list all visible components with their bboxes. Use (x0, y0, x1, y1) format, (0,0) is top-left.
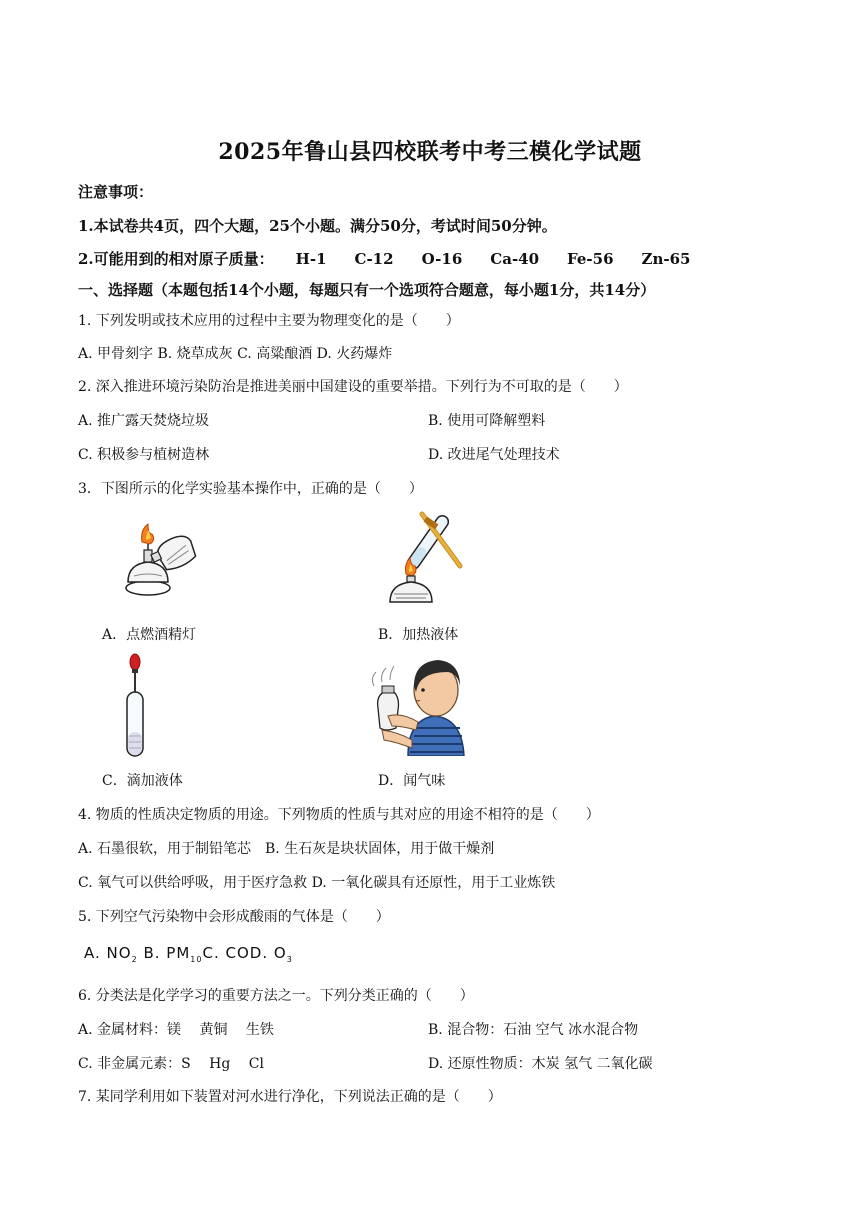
q5-option-a-label: A. (84, 944, 101, 962)
test-tube-heating-figure (378, 508, 470, 608)
atomic-mass: Ca-40 (490, 250, 540, 268)
q5-option-d-label: D. (249, 944, 269, 962)
q2-option-d: D. 改进尾气处理技术 (428, 447, 560, 463)
section-heading: 一、选择题（本题包括14个小题，每题只有一个选项符合题意，每小题1分，共14分） (78, 281, 656, 299)
q6-option-c: C. 非金属元素：S Hg Cl (78, 1056, 264, 1072)
notice-heading: 注意事项： (78, 183, 154, 201)
q3-option-c: C．滴加液体 (102, 773, 183, 789)
q5-option-c-label: C. (202, 944, 220, 962)
atomic-mass: O-16 (421, 250, 463, 268)
q2-option-a: A. 推广露天焚烧垃圾 (78, 413, 210, 429)
q6-option-a: A. 金属材料：镁 黄铜 生铁 (78, 1022, 274, 1038)
q3-option-d: D．闻气味 (378, 773, 446, 789)
q7-stem: 7. 某同学利用如下装置对河水进行净化，下列说法正确的是（ ） (78, 1089, 502, 1105)
atomic-mass: C-12 (354, 250, 394, 268)
q3-option-a: A．点燃酒精灯 (102, 627, 197, 643)
notice-item-2 (78, 248, 719, 269)
atomic-mass: H-1 (295, 250, 327, 268)
q3-stem: 3．下图所示的化学实验基本操作中，正确的是（ ） (78, 481, 423, 497)
atomic-mass: Zn-65 (641, 250, 691, 268)
q6-stem: 6. 分类法是化学学习的重要方法之一。下列分类正确的（ ） (78, 988, 474, 1004)
q4-options-line-2: C. 氧气可以供给呼吸，用于医疗急救 D. 一氧化碳具有还原性，用于工业炼铁 (78, 875, 556, 891)
q5-option-b-formula: PM (166, 944, 191, 962)
q2-option-b: B. 使用可降解塑料 (428, 413, 546, 429)
q6-option-d: D. 还原性物质：木炭 氢气 二氧化碳 (428, 1056, 653, 1072)
q5-stem: 5. 下列空气污染物中会形成酸雨的气体是（ ） (78, 909, 390, 925)
q5-option-a-formula: NO (106, 944, 132, 962)
smelling-gas-figure (368, 656, 468, 756)
alcohol-lamp-lighting-figure (118, 520, 200, 602)
q6-option-b: B. 混合物：石油 空气 冰水混合物 (428, 1022, 639, 1038)
q5-option-b-subscript: 10 (190, 955, 203, 964)
dropper-figure (120, 652, 150, 760)
atomic-mass: Fe-56 (567, 250, 614, 268)
q5-option-d-formula: O (273, 944, 287, 962)
q5-option-c-formula: CO (225, 944, 250, 962)
q5-option-d-subscript: 3 (286, 955, 293, 964)
exam-title: 2025年鲁山县四校联考中考三模化学试题 (218, 139, 642, 165)
q5-options (84, 944, 293, 964)
q5-option-b-label: B. (143, 944, 161, 962)
notice-item-1: 1.本试卷共4页，四个大题，25个小题。满分50分，考试时间50分钟。 (78, 217, 557, 235)
q2-stem: 2. 深入推进环境污染防治是推进美丽中国建设的重要举措。下列行为不可取的是（ ） (78, 379, 628, 395)
atomic-mass-label: 2.可能用到的相对原子质量： (78, 250, 274, 268)
q5-option-a-subscript: 2 (131, 955, 138, 964)
q1-stem: 1. 下列发明或技术应用的过程中主要为物理变化的是（ ） (78, 313, 460, 329)
q1-options: A. 甲骨刻字 B. 烧草成灰 C. 高粱酿酒 D. 火药爆炸 (78, 346, 393, 362)
q4-options-line-1: A. 石墨很软，用于制铅笔芯 B. 生石灰是块状固体，用于做干燥剂 (78, 841, 495, 857)
q2-option-c: C. 积极参与植树造林 (78, 447, 210, 463)
q4-stem: 4. 物质的性质决定物质的用途。下列物质的性质与其对应的用途不相符的是（ ） (78, 807, 600, 823)
q3-option-b: B．加热液体 (378, 627, 459, 643)
